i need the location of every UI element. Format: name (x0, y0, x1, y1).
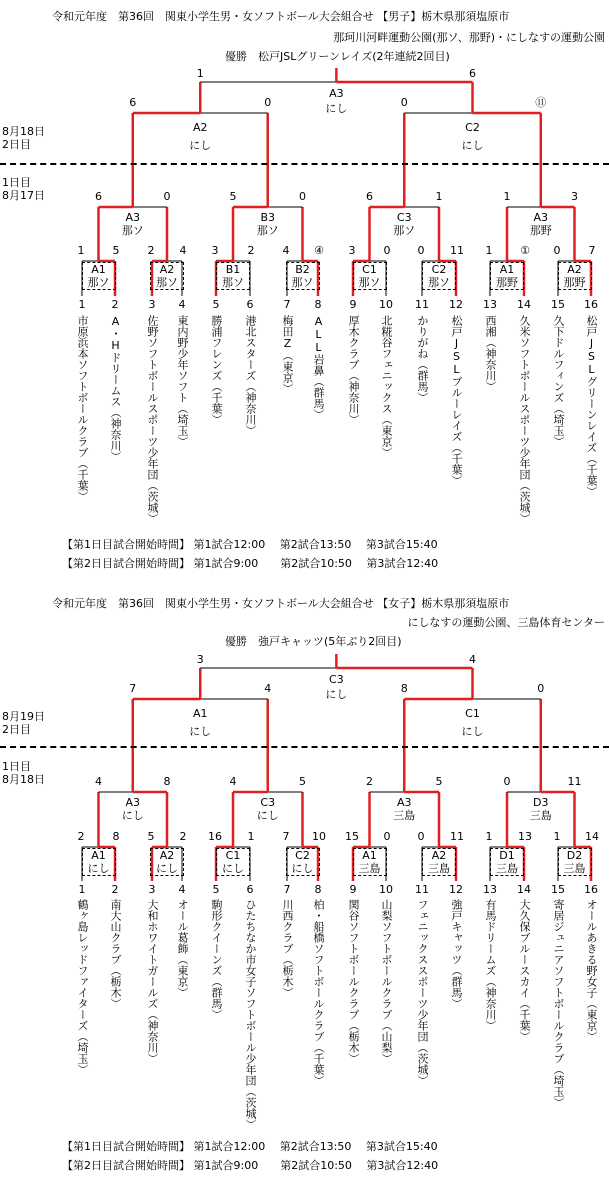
score-left: 1 (77, 244, 85, 257)
team-name: 松戸JSLブルーレイズ（千葉） (450, 315, 463, 486)
match-label: B1 (225, 263, 241, 276)
score-right: 8 (163, 775, 171, 788)
score-right: 0 (299, 190, 306, 203)
team-name: 久下ドルフィンズ（埼玉） (552, 315, 565, 447)
team-name: オールあきる野女子（東京） (585, 899, 598, 1042)
day2-label: 2日目 (2, 723, 31, 736)
team-name: 梅田Z（東京） (281, 315, 294, 394)
day-separator (0, 163, 609, 165)
score-left: 1 (553, 830, 561, 843)
score-right: 11 (450, 830, 464, 843)
match-label: C2 (295, 849, 310, 862)
score-left: 2 (77, 830, 85, 843)
score-right: 4 (264, 682, 272, 695)
match-label: A2 (567, 263, 582, 276)
score-right: 0 (264, 96, 272, 109)
match-venue: 那ソ (291, 276, 314, 289)
venue-text: 那珂川河畔運動公園(那ソ、那野)・にしなすの運動公園 (333, 31, 605, 44)
match-venue: 三島 (428, 862, 450, 875)
team-number: 6 (246, 883, 254, 896)
team-number: 1 (78, 298, 86, 311)
team-number: 3 (148, 883, 156, 896)
team-number: 7 (283, 298, 291, 311)
team-name: 有馬ドリームズ（神奈川） (484, 899, 497, 1031)
day1-label: 1日目 (2, 760, 31, 773)
team-number: 8 (314, 883, 322, 896)
match-venue: にし (291, 862, 314, 875)
score-right: 11 (450, 244, 464, 257)
score-left: 4 (229, 775, 237, 788)
match-label: C3 (396, 211, 412, 224)
match-venue: 那ソ (121, 224, 144, 237)
team-number: 12 (449, 883, 463, 896)
team-name: 大久保ブルースカイ（千葉） (518, 899, 531, 1042)
team-name: 佐野ソフトボールスポーツ少年団（茨城） (146, 315, 159, 524)
match-venue: にし (325, 102, 348, 115)
score-left: 16 (208, 830, 222, 843)
match-venue: 那ソ (222, 276, 244, 289)
score-right: 10 (312, 830, 326, 843)
match-label: D3 (533, 796, 549, 809)
score-left: 3 (348, 244, 356, 257)
match-venue: にし (325, 688, 348, 701)
score-left: 3 (211, 244, 219, 257)
team-number: 16 (584, 298, 598, 311)
score-left: 1 (485, 830, 493, 843)
match-venue: にし (189, 725, 212, 738)
team-number: 4 (178, 298, 186, 311)
score-left: 2 (366, 775, 373, 788)
team-name: オール葛飾（東京） (176, 899, 189, 998)
score-right: 11 (567, 775, 582, 788)
match-label: A3 (125, 796, 141, 809)
match-label: D2 (566, 849, 583, 862)
team-name: 関谷ソフトボールクラブ（栃木） (347, 899, 360, 1064)
match-label: C2 (465, 121, 480, 134)
team-number: 13 (483, 883, 497, 896)
score-left: 0 (503, 775, 511, 788)
score-right: 0 (383, 244, 391, 257)
team-number: 11 (415, 883, 429, 896)
team-number: 8 (314, 298, 322, 311)
score-right: 1 (247, 830, 255, 843)
score-left: 4 (95, 775, 102, 788)
team-name: 久米ソフトボールスポーツ少年団（茨城） (518, 315, 531, 524)
match-venue: 那ソ (393, 224, 416, 237)
team-number: 10 (379, 883, 393, 896)
score-right: ④ (314, 244, 324, 257)
match-label: A3 (396, 796, 412, 809)
score-left: 15 (345, 830, 359, 843)
team-name: 鶴ヶ島レッドファイターズ（埼玉） (76, 899, 89, 1075)
match-label: C3 (329, 673, 344, 686)
team-number: 12 (449, 298, 463, 311)
match-label: A2 (431, 849, 447, 862)
score-right: 5 (299, 775, 306, 788)
match-venue: にし (156, 862, 178, 875)
score-left: 7 (282, 830, 290, 843)
match-label: A1 (91, 263, 106, 276)
start-times-day1: 【第1日目試合開始時間】 第1試合12:00 第2試合13:50 第3試合15:40 (62, 1140, 438, 1153)
team-name: 川西クラブ（栃木） (281, 899, 294, 998)
match-venue: 那野 (496, 276, 518, 289)
match-venue: にし (222, 862, 244, 875)
match-label: A2 (159, 263, 175, 276)
day2-date: 8月18日 (2, 125, 45, 138)
match-venue: 那ソ (87, 276, 110, 289)
score-left: 5 (229, 190, 237, 203)
match-label: A3 (533, 211, 549, 224)
team-number: 7 (283, 883, 291, 896)
team-name: 駒形クイーンズ（群馬） (210, 899, 223, 1020)
match-venue: にし (461, 725, 484, 738)
match-label: C3 (260, 796, 276, 809)
score-right: 14 (585, 830, 599, 843)
score-left: 1 (503, 190, 511, 203)
team-name: 南大山クラブ（栃木） (109, 899, 122, 1009)
team-name: 大和ホワイトガールズ（神奈川） (146, 899, 159, 1064)
team-number: 1 (78, 883, 86, 896)
match-venue: 那ソ (358, 276, 381, 289)
score-left: 0 (400, 96, 408, 109)
score-right: 2 (179, 830, 187, 843)
match-label: A2 (192, 121, 208, 134)
team-name: 北糀谷フェニックス（東京） (380, 315, 393, 458)
score-left: 8 (400, 682, 408, 695)
match-venue: にし (189, 139, 212, 152)
winner-text: 優勝 強戸キャッツ(5年ぶり2回目) (225, 635, 402, 648)
team-number: 10 (379, 298, 393, 311)
score-right: 13 (518, 830, 532, 843)
team-name: 山梨ソフトボールクラブ（山梨） (380, 899, 393, 1064)
start-times-day1: 【第1日目試合開始時間】 第1試合12:00 第2試合13:50 第3試合15:40 (62, 538, 438, 551)
score-left: 7 (129, 682, 137, 695)
team-name: 港北スターズ（神奈川） (244, 315, 257, 436)
start-times-day2: 【第2日目試合開始時間】 第1試合9:00 第2試合10:50 第3試合12:40 (62, 1159, 439, 1172)
match-label: C2 (431, 263, 447, 276)
team-name: 松戸JSLグリーンレイズ（千葉） (585, 315, 598, 497)
match-venue: 那野 (529, 224, 552, 237)
section-title: 令和元年度 第36回 関東小学生男・女ソフトボール大会組合せ 【男子】栃木県那須塩原市 (52, 10, 510, 23)
match-venue: 那ソ (156, 276, 178, 289)
winner-text: 優勝 松戸JSLグリーンレイズ(2年連続2回目) (225, 50, 450, 63)
match-label: B2 (295, 263, 310, 276)
score-left: 1 (196, 67, 204, 80)
venue-text: にしなすの運動公園、三島体育センター (407, 616, 605, 629)
team-number: 16 (584, 883, 598, 896)
score-right: 5 (112, 244, 120, 257)
team-name: ひたちなか市女子ソフトボール少年団（茨城） (244, 899, 257, 1130)
score-left: 1 (485, 244, 493, 257)
score-left: 5 (147, 830, 155, 843)
team-name: 寄居ジュニアソフトボールクラブ（埼玉） (552, 899, 565, 1108)
team-name: A・Hドリームス（神奈川） (109, 315, 122, 462)
team-name: 厚木クラブ（神奈川） (347, 315, 360, 425)
team-number: 14 (517, 298, 531, 311)
score-left: 6 (366, 190, 373, 203)
match-label: D1 (499, 849, 515, 862)
team-number: 9 (349, 883, 357, 896)
day2-label: 2日目 (2, 138, 31, 151)
match-venue: 三島 (563, 862, 586, 875)
match-venue: にし (461, 139, 484, 152)
score-right: 1 (435, 190, 443, 203)
score-right: 0 (537, 682, 545, 695)
team-number: 9 (349, 298, 357, 311)
section-title: 令和元年度 第36回 関東小学生男・女ソフトボール大会組合せ 【女子】栃木県那須塩原市 (52, 597, 510, 610)
day-separator (0, 746, 609, 748)
match-venue: 三島 (393, 809, 416, 822)
match-label: A1 (362, 849, 377, 862)
team-name: かりがね（群馬） (416, 315, 429, 403)
score-left: 6 (129, 96, 137, 109)
score-left: 0 (417, 244, 425, 257)
day2-date: 8月19日 (2, 710, 45, 723)
score-left: 3 (196, 653, 204, 666)
score-left: 6 (95, 190, 102, 203)
match-label: C1 (225, 849, 241, 862)
team-number: 13 (483, 298, 497, 311)
match-venue: 那ソ (256, 224, 279, 237)
team-name: 市原浜本ソフトボールクラブ（千葉） (76, 315, 89, 502)
match-label: A3 (125, 211, 141, 224)
score-right: ① (520, 244, 530, 257)
match-venue: 三島 (496, 862, 518, 875)
team-number: 6 (246, 298, 254, 311)
day1-date: 8月17日 (2, 189, 45, 202)
team-name: 西湘（神奈川） (484, 315, 497, 392)
score-right: ⑪ (535, 96, 547, 109)
match-venue: 那野 (563, 276, 586, 289)
score-right: 3 (571, 190, 578, 203)
match-label: A1 (192, 707, 208, 720)
match-venue: 三島 (529, 809, 552, 822)
match-venue: 那ソ (428, 276, 450, 289)
score-right: 4 (179, 244, 187, 257)
score-right: 0 (163, 190, 171, 203)
team-number: 15 (551, 298, 565, 311)
team-number: 2 (111, 883, 119, 896)
team-number: 15 (551, 883, 565, 896)
match-venue: にし (87, 862, 110, 875)
team-number: 5 (212, 883, 220, 896)
team-number: 14 (517, 883, 531, 896)
match-label: A1 (499, 263, 515, 276)
score-left: 2 (147, 244, 155, 257)
score-right: 0 (383, 830, 391, 843)
team-name: ALL岩鼻（群馬） (312, 315, 325, 420)
match-label: C1 (362, 263, 377, 276)
score-right: 2 (247, 244, 255, 257)
team-name: 柏・船橋ソフトボールクラブ（千葉） (312, 899, 325, 1086)
day1-date: 8月18日 (2, 773, 45, 786)
team-number: 11 (415, 298, 429, 311)
team-number: 4 (178, 883, 186, 896)
score-right: 4 (469, 653, 476, 666)
score-right: 8 (112, 830, 120, 843)
match-venue: にし (256, 809, 279, 822)
score-right: 5 (435, 775, 443, 788)
team-name: 勝浦フレンズ（千葉） (210, 315, 223, 425)
score-left: 0 (417, 830, 425, 843)
team-number: 2 (111, 298, 119, 311)
score-left: 4 (282, 244, 290, 257)
match-label: A3 (329, 87, 344, 100)
match-venue: にし (121, 809, 144, 822)
team-name: フェニックススポーツ少年団（茨城） (416, 899, 429, 1086)
team-number: 5 (212, 298, 220, 311)
match-label: A1 (91, 849, 106, 862)
match-label: C1 (465, 707, 480, 720)
score-right: 7 (588, 244, 596, 257)
score-left: 0 (553, 244, 561, 257)
day1-label: 1日目 (2, 176, 31, 189)
match-label: B3 (260, 211, 276, 224)
team-name: 東内野少年ソフト（埼玉） (176, 315, 189, 447)
team-name: 強戸キャッツ（群馬） (450, 899, 463, 1009)
start-times-day2: 【第2日目試合開始時間】 第1試合9:00 第2試合10:50 第3試合12:40 (62, 557, 439, 570)
score-right: 6 (469, 67, 476, 80)
team-number: 3 (148, 298, 156, 311)
match-venue: 三島 (358, 862, 381, 875)
match-label: A2 (159, 849, 175, 862)
